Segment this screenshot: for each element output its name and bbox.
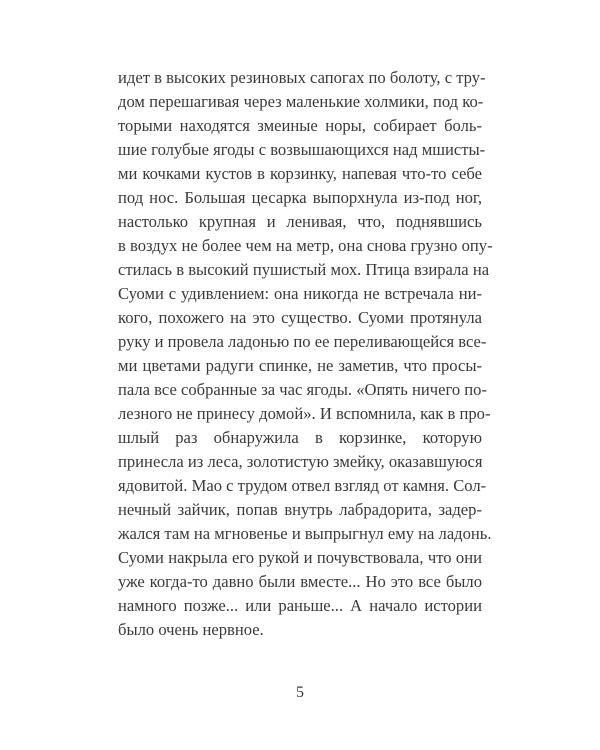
text-line: настолько крупная и ленивая, что, поднявшись	[118, 212, 482, 231]
body-text	[118, 66, 493, 642]
text-line: Суоми с удивлением: она никогда не встречала ни-	[118, 284, 482, 303]
text-line: лезного не принесу домой». И вспомнила, как в про-	[118, 404, 491, 423]
text-line: намного позже... или раньше... А начало истории	[118, 596, 482, 615]
text-line: ядовитой. Мао с трудом отвел взгляд от камня. Сол-	[118, 476, 487, 495]
text-line: ми цветами радуги спинке, не заметив, что просы-	[118, 356, 482, 375]
text-line: стилась в высокий пушистый мох. Птица взирала на	[118, 260, 490, 279]
text-line: дом перешагивая через маленькие холмики, под ко-	[118, 92, 484, 111]
text-line: под нос. Большая цесарка выпорхнула из-под ног,	[118, 188, 482, 207]
text-line: принесла из леса, золотистую змейку, оказавшуюся	[118, 452, 483, 471]
text-line: торыми находятся змеиные норы, собирает боль-	[118, 116, 482, 135]
text-line: шие голубые ягоды с возвышающихся над мшисты-	[118, 140, 486, 159]
text-line: идет в высоких резиновых сапогах по болоту, с тру-	[118, 68, 486, 87]
text-line: Суоми накрыла его рукой и почувствовала, что они	[118, 548, 482, 567]
text-line: руку и провела ладонью по ее переливающейся все-	[118, 332, 487, 351]
text-line: шлый раз обнаружила в корзинке, которую	[118, 428, 482, 447]
text-line: кого, похожего на это существо. Суоми протянула	[118, 308, 482, 327]
text-line: уже когда-то давно были вместе... Но это все было	[118, 572, 482, 591]
text-line: пала все собранные за час ягоды. «Опять ничего по-	[118, 380, 487, 399]
text-line: жался там на мгновенье и выпрыгнул ему на ладонь.	[118, 524, 492, 543]
text-line: ми кочками кустов в корзинку, напевая что-то себе	[118, 164, 482, 183]
page-number: 5	[296, 684, 304, 701]
text-line: в воздух не более чем на метр, она снова грузно опу-	[118, 236, 493, 255]
text-line: нечный зайчик, попав внутрь лабрадорита, задер-	[118, 500, 482, 519]
text-line: было очень нервное.	[118, 620, 264, 639]
